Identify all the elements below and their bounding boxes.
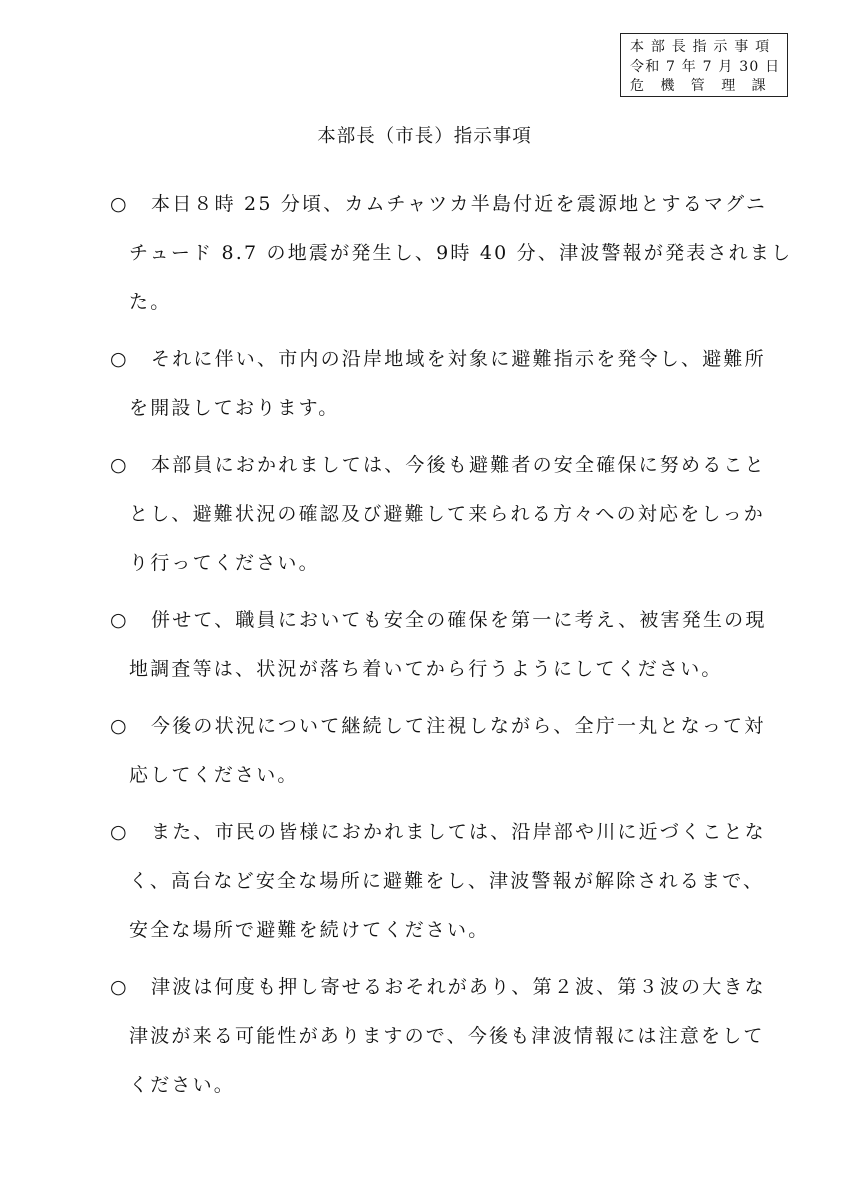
instruction-line: 安全な場所で避難を続けてください。 bbox=[129, 919, 490, 941]
instruction-item bbox=[110, 702, 766, 800]
instruction-text bbox=[110, 963, 766, 1110]
instruction-line: 応してください。 bbox=[129, 764, 299, 786]
instruction-line: た。 bbox=[129, 291, 172, 313]
instruction-line: 本日８時 25 分頃、カムチャツカ半島付近を震源地とするマグニ bbox=[151, 193, 768, 215]
instruction-text bbox=[110, 596, 767, 694]
instruction-line: り行ってください。 bbox=[129, 552, 320, 574]
instruction-list bbox=[110, 180, 793, 1118]
instruction-text bbox=[110, 335, 766, 433]
bullet-circle-icon: ○ bbox=[110, 976, 127, 998]
instruction-text bbox=[110, 702, 766, 800]
instruction-line: 併せて、職員においても安全の確保を第一に考え、被害発生の現 bbox=[151, 609, 767, 631]
header-box-department: 危 機 管 理 課 bbox=[630, 78, 767, 94]
instruction-line: 今後の状況について継続して注視しながら、全庁一丸となって対 bbox=[151, 715, 766, 737]
instruction-line: とし、避難状況の確認及び避難して来られる方々への対応をしっか bbox=[129, 503, 766, 525]
bullet-circle-icon: ○ bbox=[110, 454, 127, 476]
instruction-text bbox=[110, 180, 793, 327]
header-info-box bbox=[620, 33, 788, 97]
instruction-line: 地調査等は、状況が落ち着いてから行うようにしてください。 bbox=[129, 658, 723, 680]
instruction-line: 本部員におかれましては、今後も避難者の安全確保に努めること bbox=[151, 454, 766, 476]
instruction-item bbox=[110, 180, 793, 327]
bullet-circle-icon: ○ bbox=[110, 609, 127, 631]
document-title: 本部長（市長）指示事項 bbox=[317, 126, 532, 147]
bullet-circle-icon: ○ bbox=[110, 715, 127, 737]
instruction-line: 津波は何度も押し寄せるおそれがあり、第２波、第３波の大きな bbox=[151, 976, 766, 998]
instruction-line: また、市民の皆様におかれましては、沿岸部や川に近づくことな bbox=[151, 821, 766, 843]
instruction-item bbox=[110, 808, 766, 955]
header-box-date: 令和 7 年 7 月 30 日 bbox=[630, 58, 781, 75]
instruction-line: く、高台など安全な場所に避難をし、津波警報が解除されるまで、 bbox=[129, 870, 765, 892]
bullet-circle-icon: ○ bbox=[110, 348, 127, 370]
instruction-item bbox=[110, 335, 766, 433]
instruction-item bbox=[110, 963, 766, 1110]
instruction-line: 津波が来る可能性がありますので、今後も津波情報には注意をして bbox=[129, 1025, 765, 1047]
bullet-circle-icon: ○ bbox=[110, 193, 127, 215]
bullet-circle-icon: ○ bbox=[110, 821, 127, 843]
instruction-line: ください。 bbox=[129, 1074, 236, 1096]
header-box-title: 本 部 長 指 示 事 項 bbox=[630, 39, 771, 55]
instruction-line: それに伴い、市内の沿岸地域を対象に避難指示を発令し、避難所 bbox=[151, 348, 766, 370]
instruction-item bbox=[110, 596, 767, 694]
instruction-text bbox=[110, 808, 766, 955]
instruction-text bbox=[110, 441, 766, 588]
instruction-line: チュード 8.7 の地震が発生し、9時 40 分、津波警報が発表されまし bbox=[129, 242, 793, 264]
instruction-item bbox=[110, 441, 766, 588]
instruction-line: を開設しております。 bbox=[129, 397, 340, 419]
